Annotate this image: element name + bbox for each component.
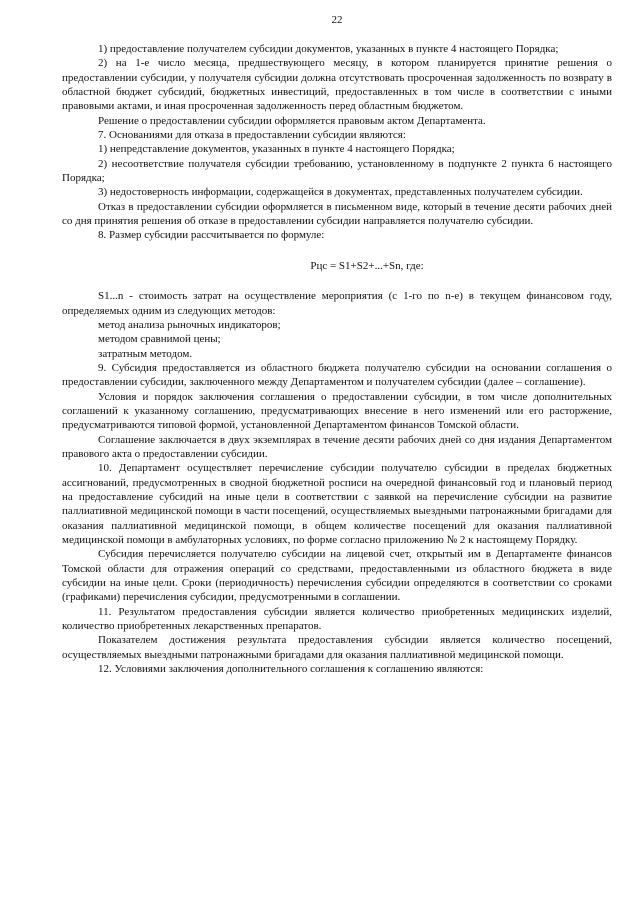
list-item-method: метод анализа рыночных индикаторов; xyxy=(98,318,281,331)
paragraph-agreement-conditions: Условия и порядок заключения соглашения о предоставлении субсидии, в том числе дополнительных соглашений к указанному соглашению, предусматривающих внесение в него изменений или его расторжение, предусматриваются типовой формой, установленной Департаментом финансов Томской области. xyxy=(62,390,612,432)
paragraph-refusal-2: 2) несоответствие получателя субсидии требованию, установленному в подпункте 2 пункта 6 настоящего Порядка; xyxy=(62,157,612,185)
paragraph-item-11: 11. Результатом предоставления субсидии является количество приобретенных медицинских изделий, количество приобретенных лекарственных препаратов. xyxy=(62,605,612,633)
paragraph-item-9: 9. Субсидия предоставляется из областного бюджета получателю субсидии на основании соглашения о предоставлении субсидии, заключенного между Департаментом и получателем субсидии (далее – соглашение). xyxy=(62,361,612,389)
paragraph-item-10: 10. Департамент осуществляет перечисление субсидии получателю субсидии в пределах бюджетных ассигнований, предусмотренных в сводной бюджетной росписи на очередной финансовый год и плановый период на предоставление субсидий на иные цели в соответствии с заявкой на перечисление субсидии на развитие паллиативной медицинской помощи в части посещений, осуществляемых выездными патронажными бригадами для оказания паллиативной медицинской помощи, в общем количестве посещений для оказания паллиативной медицинской помощи в амбулаторных условиях, по форме согласно приложению № 2 к настоящему Порядку. xyxy=(62,462,612,546)
list-item-method: методом сравнимой цены; xyxy=(98,333,221,346)
paragraph-decision: Решение о предоставлении субсидии оформляется правовым актом Департамента. xyxy=(98,114,486,127)
paragraph-agreement-copies: Соглашение заключается в двух экземплярах в течение десяти рабочих дней со дня издания Департаментом правового акта о предоставлении субсидии. xyxy=(62,433,612,460)
paragraph-formula-explanation: S1...n - стоимость затрат на осуществление мероприятия (с 1-го по n-е) в текущем финансовом году, определяемых одним из следующих методов: xyxy=(62,290,612,317)
paragraph-refusal-notice: Отказ в предоставлении субсидии оформляется в письменном виде, который в течение десяти рабочих дней со дня принятия решения об отказе в предоставлении субсидии направляется получателю субсидии. xyxy=(62,200,612,228)
paragraph-item-8: 8. Размер субсидии рассчитывается по формуле: xyxy=(98,229,325,242)
paragraph-refusal-3: 3) недостоверность информации, содержащейся в документах, представленных получателем субсидии. xyxy=(98,186,583,199)
paragraph-refusal-1: 1) непредставление документов, указанных в пункте 4 настоящего Порядка; xyxy=(98,143,455,156)
page-number: 22 xyxy=(331,14,343,26)
paragraph-item-12: 12. Условиями заключения дополнительного соглашения к соглашению являются: xyxy=(98,663,484,676)
paragraph-item-7: 7. Основаниями для отказа в предоставлении субсидии являются: xyxy=(98,129,406,142)
subsidy-formula: Рцс = S1+S2+...+Sn, где: xyxy=(310,259,424,272)
paragraph-result-indicator: Показателем достижения результата предоставления субсидии является количество посещений, осуществляемых выездными патронажными бригадами для оказания паллиативной медицинской помощи. xyxy=(62,634,612,661)
paragraph-requirement-2: 2) на 1-е число месяца, предшествующего месяцу, в котором планируется принятие решения о предоставлении субсидии, у получателя субсидии должна отсутствовать просроченная задолженность по возврату в областной бюджет субсидий, бюджетных инвестиций, предоставленных в том числе в соответствии с иными правовыми актами, и иная просроченная задолженность перед областным бюджетом. xyxy=(62,57,612,113)
list-item-method: затратным методом. xyxy=(98,347,193,360)
paragraph-transfer-account: Субсидия перечисляется получателю субсидии на лицевой счет, открытый им в Департаменте финансов Томской области для отражения операций со средствами, предоставленными из областного бюджета в виде субсидии на иные цели. Сроки (периодичность) перечисления субсидии определяются в соответствии со сроками (графиками) перечисления субсидии, предусмотренными в соглашении. xyxy=(62,548,612,604)
paragraph-requirement-1: 1) предоставление получателем субсидии документов, указанных в пункте 4 настоящего Порядка; xyxy=(98,43,559,55)
